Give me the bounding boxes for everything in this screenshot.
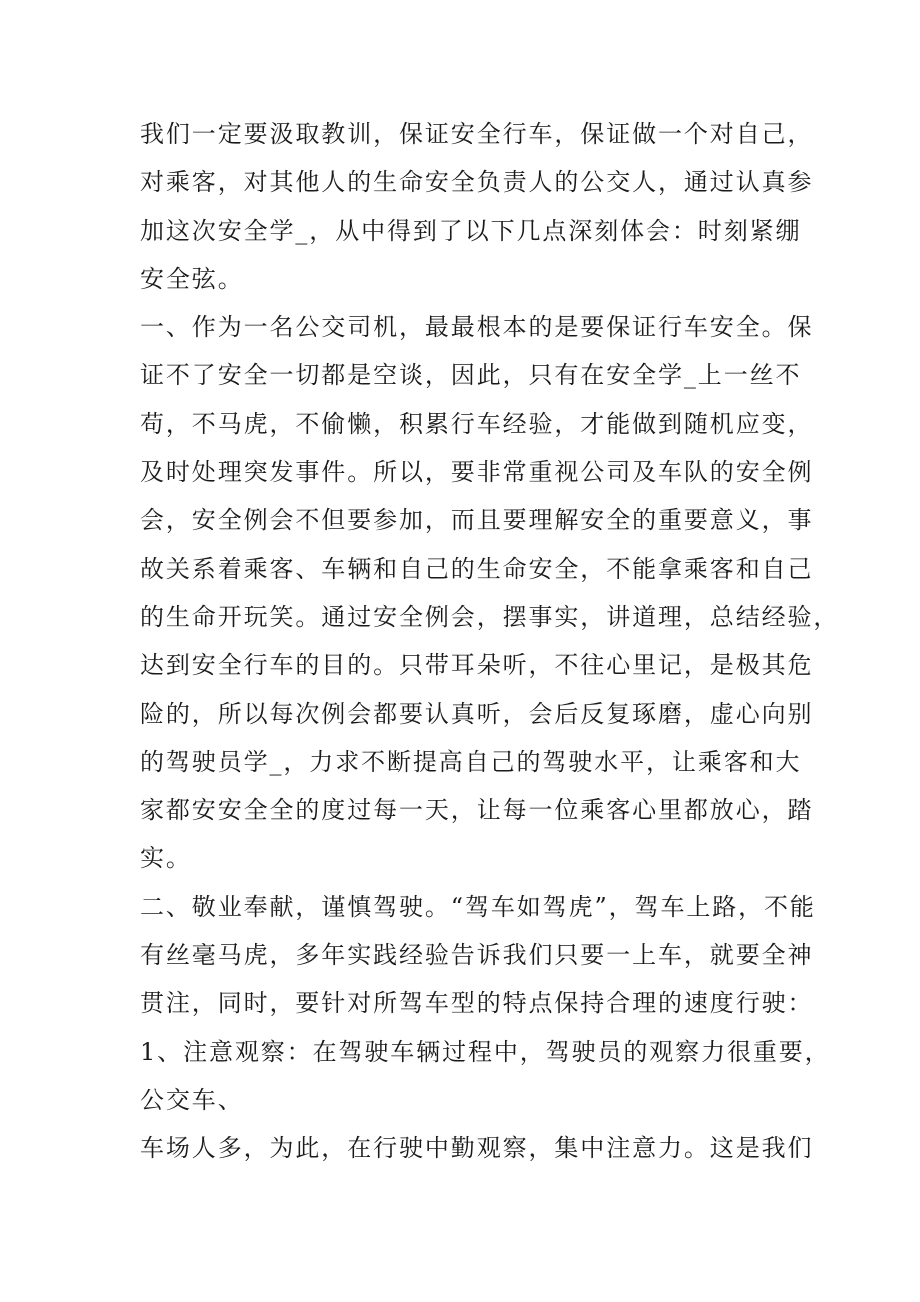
text-line: 公交车、: [140, 1085, 244, 1114]
text-line: 故关系着乘客、车辆和自己的生命安全，不能拿乘客和自己: [140, 554, 814, 583]
text-line: 苟，不马虎，不偷懒，积累行车经验，才能做到随机应变，: [140, 409, 814, 438]
text-line: 实。: [140, 844, 192, 873]
text-line: 对乘客，对其他人的生命安全负责人的公交人，通过认真参: [140, 168, 814, 197]
text-line: 车场人多，为此，在行驶中勤观察，集中注意力。这是我们: [140, 1134, 814, 1163]
text-line: 险的，所以每次例会都要认真听，会后反复琢磨，虚心向别: [140, 699, 814, 728]
text-line: 安全弦。: [140, 264, 244, 293]
text-line: 二、敬业奉献，谨慎驾驶。“驾车如驾虎”，驾车上路，不能: [140, 892, 816, 921]
text-line: 及时处理突发事件。所以，要非常重视公司及车队的安全例: [140, 458, 814, 487]
text-line: 1、注意观察：在驾驶车辆过程中，驾驶员的观察力很重要，: [140, 1037, 831, 1066]
text-line: 的驾驶员学_，力求不断提高自己的驾驶水平，让乘客和大: [140, 747, 802, 776]
text-line: 会，安全例会不但要参加，而且要理解安全的重要意义，事: [140, 506, 814, 535]
text-line: 家都安安全全的度过每一天，让每一位乘客心里都放心，踏: [140, 796, 814, 825]
text-line: 一、作为一名公交司机，最最根本的是要保证行车安全。保: [140, 313, 814, 342]
text-line: 贯注，同时，要针对所驾车型的特点保持合理的速度行驶：: [140, 989, 814, 1018]
text-line: 的生命开玩笑。通过安全例会，摆事实，讲道理，总结经验，: [140, 602, 840, 631]
text-line: 证不了安全一切都是空谈，因此，只有在安全学_上一丝不: [140, 361, 802, 390]
text-line: 加这次安全学_，从中得到了以下几点深刻体会：时刻紧绷: [140, 216, 802, 245]
text-line: 达到安全行车的目的。只带耳朵听，不往心里记，是极其危: [140, 651, 814, 680]
text-line: 我们一定要汲取教训，保证安全行车，保证做一个对自己，: [140, 120, 814, 148]
body-text: [140, 110, 840, 1173]
text-line: 有丝毫马虎，多年实践经验告诉我们只要一上车，就要全神: [140, 941, 814, 970]
